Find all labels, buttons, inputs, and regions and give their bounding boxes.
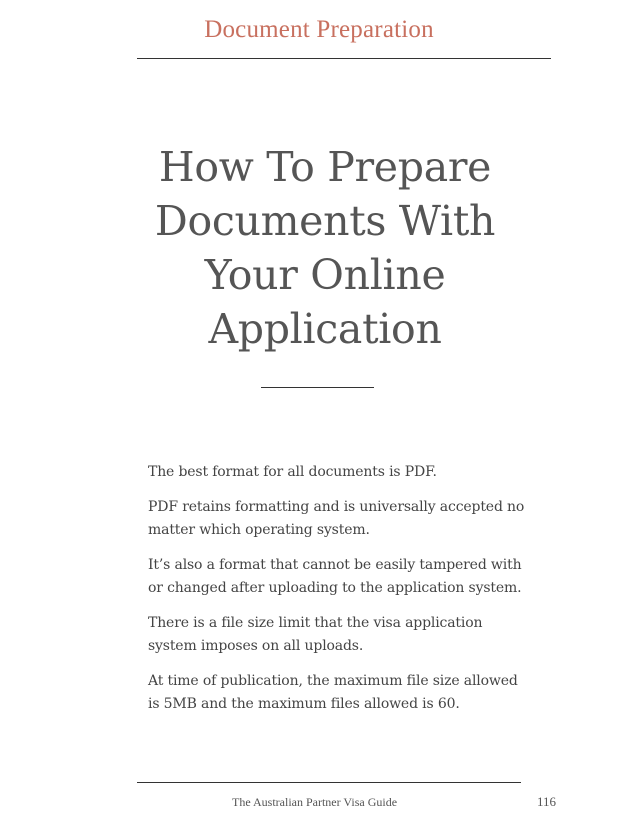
header-divider [137, 58, 551, 59]
footer-divider [137, 782, 521, 783]
title-divider [261, 387, 374, 388]
body-text [148, 461, 528, 728]
chapter-title-line: Your Online [204, 251, 446, 299]
footer-book-title: The Australian Partner Visa Guide [232, 795, 398, 809]
body-paragraph: There is a file size limit that the visa application system imposes on all uploads. [148, 614, 483, 654]
body-paragraph: PDF retains formatting and is universally accepted no matter which operating system. [148, 498, 525, 538]
body-paragraph: It’s also a format that cannot be easily tampered with or changed after uploading to the application system. [148, 556, 522, 596]
chapter-title-line: Application [208, 305, 442, 353]
chapter-title-line: Documents With [154, 197, 496, 245]
section-header-title: Document Preparation [204, 16, 434, 43]
chapter-title-line: How To Prepare [158, 143, 492, 191]
body-paragraph: The best format for all documents is PDF. [148, 464, 437, 480]
body-paragraph: At time of publication, the maximum file size allowed is 5MB and the maximum files allowed is 60. [148, 672, 518, 712]
page-number: 116 [537, 794, 557, 809]
chapter-title [120, 140, 530, 356]
